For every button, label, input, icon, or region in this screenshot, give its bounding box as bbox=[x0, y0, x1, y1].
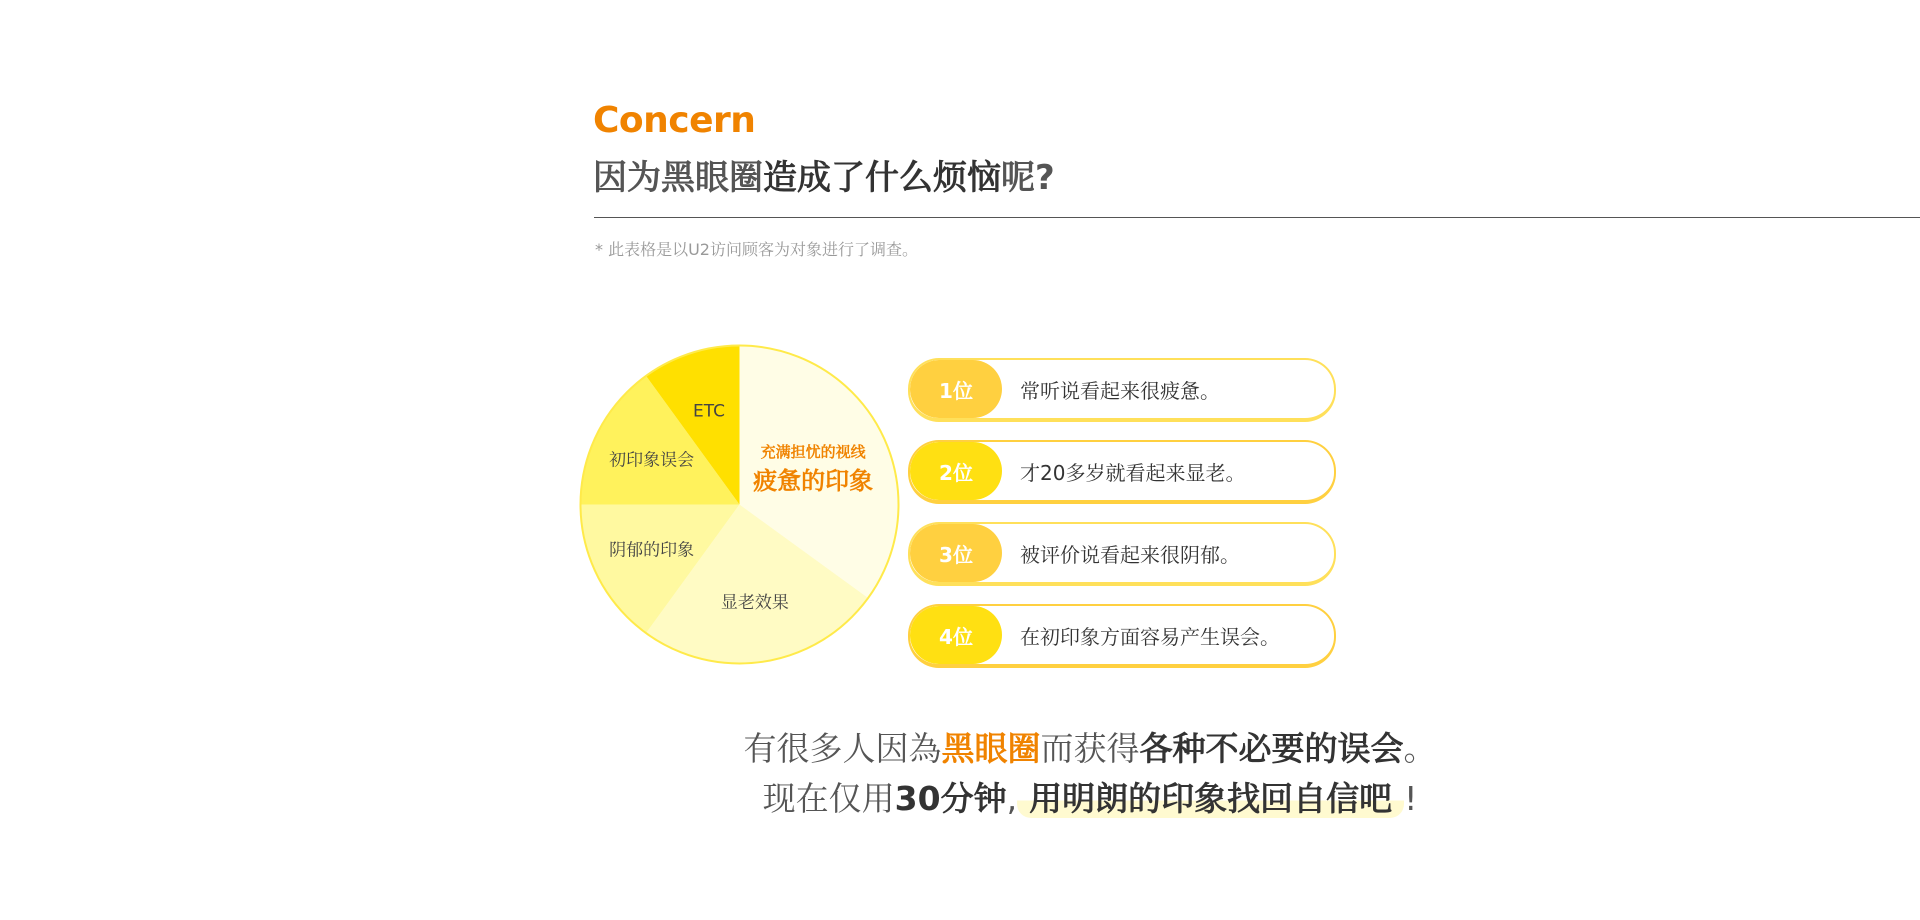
section-headline bbox=[593, 150, 1055, 199]
pie-label-5: ETC bbox=[693, 401, 726, 422]
rank-item-2 bbox=[908, 440, 1336, 504]
closing-line-2 bbox=[0, 774, 1920, 824]
headline-prefix: 因为黑眼圈 bbox=[593, 158, 763, 198]
closing-marker-emphasis bbox=[1017, 779, 1404, 818]
rank-text: 被评价说看起来很阴郁。 bbox=[1020, 542, 1240, 567]
rank-text: 常听说看起来很疲惫。 bbox=[1020, 378, 1220, 403]
rank-item-4 bbox=[908, 604, 1336, 668]
closing-marker-text: 用明朗的印象找回自信吧 bbox=[1029, 779, 1393, 818]
closing-highlight: 黑眼圈 bbox=[941, 729, 1041, 768]
headline-emphasis: 造成了什么烦恼 bbox=[763, 158, 1001, 198]
headline-suffix: 呢? bbox=[1001, 158, 1055, 198]
rank-badge: 2位 bbox=[910, 442, 1002, 500]
rank-badge: 3位 bbox=[910, 524, 1002, 582]
concern-ranking-list bbox=[908, 358, 1336, 686]
rank-item-1 bbox=[908, 358, 1336, 422]
pie-label-1: 疲惫的印象 bbox=[753, 466, 874, 495]
rank-text: 才20多岁就看起来显老。 bbox=[1020, 460, 1246, 485]
rank-item-3 bbox=[908, 522, 1336, 586]
concern-pie-chart bbox=[578, 343, 901, 666]
pie-sublabel: 充满担忧的视线 bbox=[760, 442, 866, 461]
closing-text: 现在仅用 bbox=[762, 779, 895, 818]
pie-label-2: 显老效果 bbox=[720, 592, 789, 613]
closing-text: 而获得 bbox=[1040, 729, 1140, 768]
closing-line-1 bbox=[0, 724, 1920, 774]
closing-emphasis: 各种不必要的误会 bbox=[1139, 729, 1404, 768]
rank-badge: 1位 bbox=[910, 360, 1002, 418]
closing-text: 有很多人因為 bbox=[743, 729, 942, 768]
pie-label-4: 初印象误会 bbox=[609, 450, 695, 471]
closing-text: 。 bbox=[1403, 729, 1437, 768]
section-eyebrow: Concern bbox=[593, 100, 756, 141]
pie-slices bbox=[581, 346, 899, 664]
survey-note: * 此表格是以U2访问顾客为对象进行了调查。 bbox=[595, 240, 918, 259]
closing-text: , bbox=[1006, 779, 1018, 818]
closing-text: ! bbox=[1404, 779, 1418, 818]
closing-message bbox=[0, 724, 1920, 824]
closing-emphasis: 30分钟 bbox=[894, 779, 1007, 818]
header-divider bbox=[594, 217, 1920, 218]
pie-label-3: 阴郁的印象 bbox=[609, 540, 695, 561]
rank-badge: 4位 bbox=[910, 606, 1002, 664]
rank-text: 在初印象方面容易产生误会。 bbox=[1020, 624, 1280, 649]
